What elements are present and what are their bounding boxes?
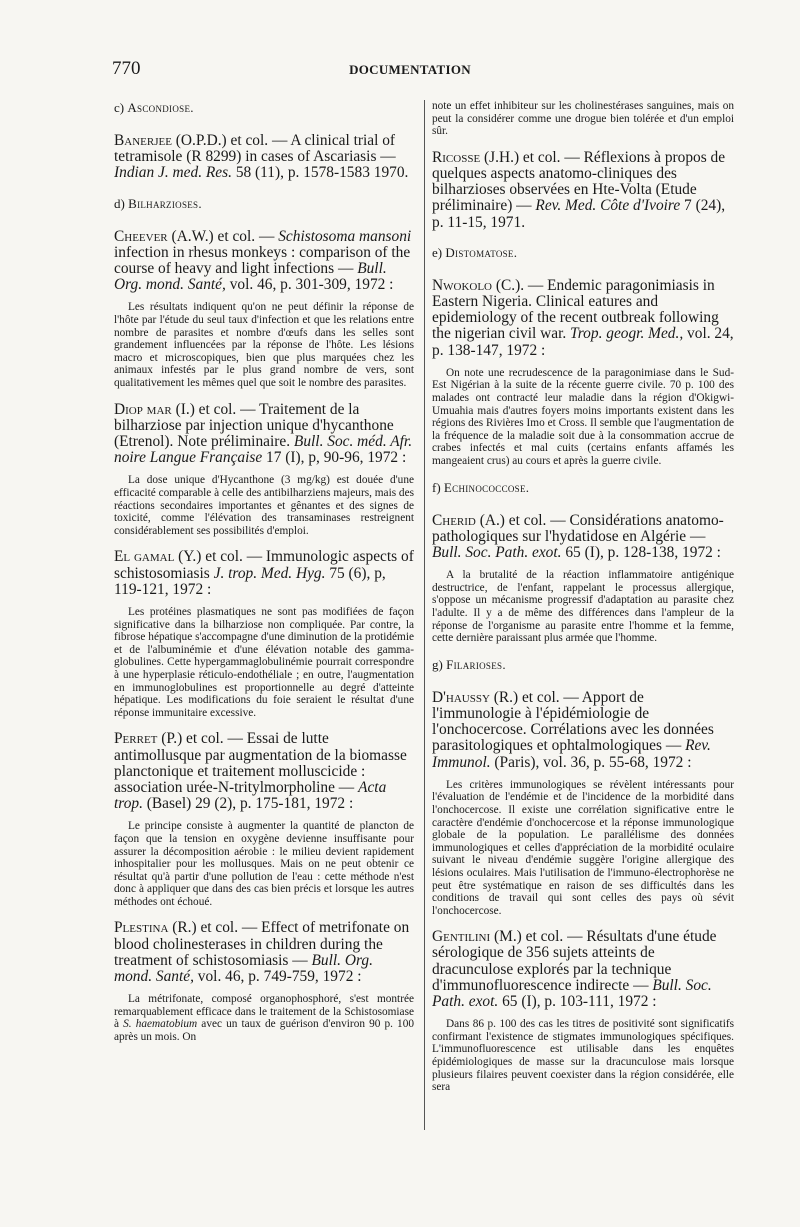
bibliography-entry: Cheever (A.W.) et col. — Schistosoma mansoni infection in rhesus monkeys : comparison of the course of heavy and light infections — Bull. Org. mond. Santé, vol. 46, p. 301-309, 1972 : (114, 227, 412, 294)
abstract: Les protéines plasmatiques ne sont pas modifiées de façon significative dans la bilharziose non compliquée. Par contre, la fibrose hépatique s'accompagne d'une diminution de la protidémie et de l'albuminémie et d'une élévation notable des gamma-globulines. Cette hypergammaglobulinémie pourrait correspondre à une hyperplasie réticulo-endothéliale ; en outre, l'augmentation en immunoglobulines est proportionnelle au degré d'atteinte hépatique. Les modifications du foie seraient le résultat d'une réponse immunitaire excessive. (114, 605, 414, 719)
abstract: A la brutalité de la réaction inflammatoire antigénique destructrice, de l'enfant, rappelant le processus allergique, s'oppose un mécanisme progressif d'adaptation au parasite chez l'adulte. Il y a de même des différences dans l'ampleur de la réponse de l'organisme au parasite entre l'homme et la femme, cette dernière paraissant plus armée que l'homme. (432, 569, 734, 645)
page-header (112, 58, 708, 84)
bibliography-entry: Plestina (R.) et col. — Effect of metrifonate on blood cholinesterases in children during the treatment of schistosomiasis — Bull. Org. mond. Santé, vol. 46, p. 749-759, 1972 : (114, 919, 410, 986)
section-heading: e) Distomatose. (432, 244, 518, 260)
column-divider (424, 100, 425, 1130)
left-column (114, 100, 414, 1056)
abstract-continuation: note un effet inhibiteur sur les cholinestérases sanguines, mais on peut la considérer comme une drogue bien tolérée et d'un emploi sûr. (432, 100, 734, 138)
running-title: DOCUMENTATION (349, 62, 471, 77)
bibliography-entry: Diop mar (I.) et col. — Traitement de la bilharziose par injection unique d'hycanthone (Etrenol). Note préliminaire. Bull. Soc. méd. Afr. noire Langue Française 17 (I), p, 90-96, 1972 : (114, 400, 413, 467)
bibliography-entry: Gentilini (M.) et col. — Résultats d'une étude sérologique de 356 sujets atteints de dracunculose explorés par la technique d'immunofluorescence indirecte — Bull. Soc. Path. exot. 65 (I), p. 103-111, 1972 : (432, 928, 717, 1011)
section-heading: g) Filarioses. (432, 656, 506, 672)
abstract: On note une recrudescence de la paragonimiase dans le Sud-Est Nigérian à la suite de la récente guerre civile. 70 p. 100 des malades ont contracté leur maladie dans la région d'Okigwi-Umuahia mais d'autres foyers moins importants existent dans les régions des Rivières Imo et Cross. Il semble que l'augmentation de la fréquence de la maladie soit due à la consommation accrue de crabes infectés et mal cuits (certains enfants affamés les mangeaient crus) au cours et après la guerre civile. (432, 366, 734, 467)
section-heading: d) Bilharzioses. (114, 195, 202, 211)
abstract: Les critères immunologiques se révèlent intéressants pour l'évaluation de l'endémie et de l'incidence de la morbidité dans l'onchocercose. Il existe une corrélation significative entre le caractère d'endémie d'onchocercose et la réponse immunologique globale de la population. Le parallélisme des données immunologiques et celles d'appréciation de la morbidité oculaire suivant le niveau d'endémie suggère l'origine allergique des lésions oculaires. Mais l'utilisation de l'immuno-électrophorèse ne peut être systématique en raison de ses difficultés dans les conditions de travail qui sont celles des pays où sévit l'onchocercose. (432, 778, 734, 917)
bibliography-entry: Perret (P.) et col. — Essai de lutte antimollusque par augmentation de la biomasse planctonique et traitement molluscicide : association urée-N-tritylmorpholine — Acta trop. (Basel) 29 (2), p. 175-181, 1972 : (114, 730, 407, 813)
bibliography-entry: Ricosse (J.H.) et col. — Réflexions à propos de quelques aspects anatomo-cliniques des bilharzioses observées en Hte-Volta (Etude préliminaire) — Rev. Med. Côte d'Ivoire 7 (24), p. 11-15, 1971. (432, 148, 726, 231)
abstract: La métrifonate, composé organophosphoré, s'est montrée remarquablement efficace dans le traitement de la Schistosomiase à S. haematobium avec un taux de guérison d'environ 90 p. 100 après un mois. On (114, 993, 414, 1044)
bibliography-entry: D'haussy (R.) et col. — Apport de l'immunologie à l'épidémiologie de l'onchocercose. Corrélations avec les données parasitologiques et ophtalmologiques — Rev. Immunol. (Paris), vol. 36, p. 55-68, 1972 : (432, 688, 714, 771)
section-heading: f) Echinococcose. (432, 479, 530, 495)
abstract: Dans 86 p. 100 des cas les titres de positivité sont significatifs confirmant l'existence de stigmates immunologiques spécifiques. L'immunofluorescence est utilisable dans les enquêtes épidémiologiques de masse sur la dracunculose mais lorsque plusieurs filaires peuvent coexister dans la région considérée, elle sera (432, 1018, 734, 1094)
section-heading: c) Ascondiose. (114, 100, 194, 115)
bibliography-entry: Nwokolo (C.). — Endemic paragonimiasis in Eastern Nigeria. Clinical eatures and epidemiology of the recent outbreak following the nigerian civil war. Trop. geogr. Med., vol. 24, p. 138-147, 1972 : (432, 276, 734, 359)
abstract: Le principe consiste à augmenter la quantité de plancton de façon que la tension en oxygène devienne insuffisante pour assurer la décomposition aérobie : le milieu devient rapidement inhospitalier pour les mollusques. Mais on ne peut obtenir ce résultat qu'à partir d'une pollution de l'eau : cette méthode n'est donc à appliquer que dans des cas bien précis et lorsque les autres méthodes ont échoué. (114, 820, 414, 908)
bibliography-entry: Banerjee (O.P.D.) et col. — A clinical trial of tetramisole (R 8299) in cases of Ascariasis — Indian J. med. Res. 58 (11), p. 1578-1583 1970. (114, 132, 409, 182)
bibliography-entry: El gamal (Y.) et col. — Immunologic aspects of schistosomiasis J. trop. Med. Hyg. 75 (6), p, 119-121, 1972 : (114, 548, 414, 598)
bibliography-entry: Cherid (A.) et col. — Considérations anatomo-pathologiques sur l'hydatidose en Algérie — Bull. Soc. Path. exot. 65 (I), p. 128-138, 1972 : (432, 511, 724, 561)
abstract: La dose unique d'Hycanthone (3 mg/kg) est douée d'une efficacité comparable à celle des antibilharziens majeurs, mais des réactions secondaires importantes et gênantes et des signes de toxicité, comme l'élévation des transaminases restreignent considérablement ses possibilités d'emploi. (114, 474, 414, 537)
right-column (432, 100, 734, 1106)
abstract: Les résultats indiquent qu'on ne peut définir la réponse de l'hôte par l'étude du seul taux d'infection et que les relations entre nombre de parasites et nombre d'œufs dans les selles sont grandement influencées par la réponse de l'hôte. Les lésions macro et microscopiques, bien que plus marquées chez les animaux infestés par le plus grand nombre de vers, sont qualitativement les mêmes quel que soit le nombre des parasites. (114, 301, 414, 389)
page-number: 770 (112, 58, 141, 79)
